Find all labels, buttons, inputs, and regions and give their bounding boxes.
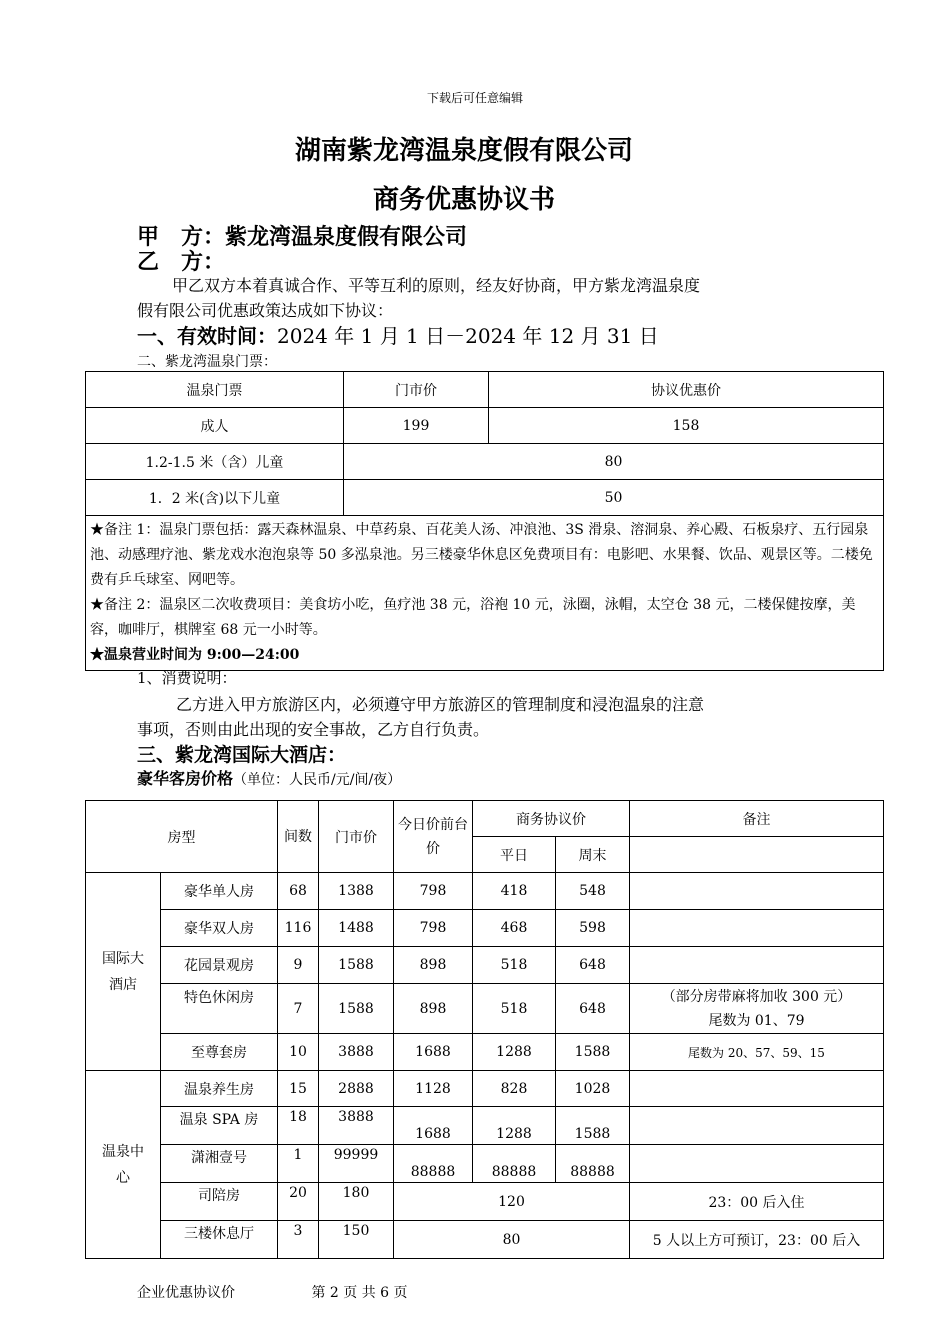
note-2: ★备注 2：温泉区二次收费项目：美食坊小吃，鱼疗池 38 元，浴袍 10 元，泳圈，泳帽，太空仓 38 元，二楼保健按摩，美容，咖啡厅，棋牌室 68 元一小时等。 [90, 597, 856, 638]
table-row [86, 984, 884, 1034]
party-b: 乙 方： [137, 250, 226, 275]
room-count: 3 [278, 1221, 319, 1259]
footer-page: 第 2 页 共 6 页 [311, 1285, 408, 1301]
room-today: 798 [394, 910, 473, 947]
room-rack: 1488 [319, 910, 394, 947]
section-valid-period [137, 320, 659, 349]
room-weekend: 1588 [556, 1107, 630, 1145]
room-count: 68 [278, 873, 319, 910]
ticket-header-type: 温泉门票 [86, 372, 344, 408]
room-today: 1128 [394, 1071, 473, 1107]
room-count: 9 [278, 947, 319, 984]
room-merged-price: 80 [394, 1221, 630, 1259]
room-count: 18 [278, 1107, 319, 1145]
ticket-type: 成人 [86, 408, 344, 444]
room-rack: 99999 [319, 1145, 394, 1183]
room-rack: 150 [319, 1221, 394, 1259]
table-row [86, 1034, 884, 1071]
ticket-header-rack: 门市价 [344, 372, 489, 408]
room-name: 温泉 SPA 房 [161, 1107, 278, 1145]
room-count: 20 [278, 1183, 319, 1221]
room-note [630, 984, 884, 1034]
consume-line-2: 事项，否则由此出现的安全事故，乙方自行负责。 [137, 720, 490, 739]
table-row [86, 947, 884, 984]
room-weekday: 518 [473, 947, 556, 984]
table-row [86, 1221, 884, 1259]
room-name: 豪华双人房 [161, 910, 278, 947]
room-note [630, 1145, 884, 1183]
room-price-unit: （单位：人民币/元/间/夜） [233, 772, 402, 788]
group-hotel: 国际大酒店 [86, 873, 161, 1071]
room-name: 豪华单人房 [161, 873, 278, 910]
table-row [86, 1107, 884, 1145]
ticket-price: 50 [344, 480, 884, 516]
room-note [630, 873, 884, 910]
room-note: 23：00 后入住 [630, 1183, 884, 1221]
room-weekday: 88888 [473, 1145, 556, 1183]
table-row [86, 480, 884, 516]
note-hours: ★温泉营业时间为 9:00—24:00 [90, 647, 300, 663]
room-note [630, 1071, 884, 1107]
room-name: 温泉养生房 [161, 1071, 278, 1107]
room-weekend: 598 [556, 910, 630, 947]
room-note: 5 人以上方可预订，23：00 后入 [630, 1221, 884, 1259]
section1-value: 2024 年 1 月 1 日－2024 年 12 月 31 日 [277, 324, 659, 348]
section3-title: 三、紫龙湾国际大酒店： [137, 744, 347, 766]
room-count: 1 [278, 1145, 319, 1183]
room-name: 花园景观房 [161, 947, 278, 984]
room-weekday: 828 [473, 1071, 556, 1107]
consume-title: 1、消费说明： [137, 669, 237, 687]
header-room-type: 房型 [86, 801, 278, 873]
room-weekend: 88888 [556, 1145, 630, 1183]
room-weekend: 548 [556, 873, 630, 910]
room-weekend: 648 [556, 984, 630, 1034]
consume-line-1: 乙方进入甲方旅游区内，必须遵守甲方旅游区的管理制度和浸泡温泉的注意 [176, 695, 705, 714]
room-weekend: 1028 [556, 1071, 630, 1107]
room-weekday: 1288 [473, 1034, 556, 1071]
section2-label: 二、紫龙湾温泉门票： [137, 354, 277, 370]
ticket-price: 158 [489, 408, 884, 444]
room-count: 15 [278, 1071, 319, 1107]
ticket-type: 1．2 米(含)以下儿童 [86, 480, 344, 516]
room-rack: 3888 [319, 1107, 394, 1145]
room-note-line-1: （部分房带麻将加收 300 元） [661, 988, 852, 1005]
room-weekday: 518 [473, 984, 556, 1034]
intro-line-2: 假有限公司优惠政策达成如下协议： [137, 301, 394, 320]
room-weekday: 1288 [473, 1107, 556, 1145]
room-count: 116 [278, 910, 319, 947]
ticket-price: 80 [344, 444, 884, 480]
room-count: 7 [278, 984, 319, 1034]
header-note: 下载后可任意编辑 [426, 91, 523, 105]
room-today: 798 [394, 873, 473, 910]
room-name: 潇湘壹号 [161, 1145, 278, 1183]
table-row [86, 910, 884, 947]
room-price-heading [137, 766, 401, 789]
room-today: 1688 [394, 1034, 473, 1071]
footer [137, 1282, 408, 1302]
room-weekday: 468 [473, 910, 556, 947]
room-name: 司陪房 [161, 1183, 278, 1221]
party-a: 甲 方：紫龙湾温泉度假有限公司 [137, 225, 468, 250]
table-row [86, 873, 884, 910]
room-price-label: 豪华客房价格 [137, 769, 234, 788]
group-spa: 温泉中心 [86, 1071, 161, 1259]
room-today: 898 [394, 984, 473, 1034]
room-name: 三楼休息厅 [161, 1221, 278, 1259]
header-rack: 门市价 [319, 801, 394, 873]
ticket-table [85, 371, 884, 671]
room-rack: 1388 [319, 873, 394, 910]
document-title: 商务优惠协议书 [372, 185, 555, 215]
note-1: ★备注 1：温泉门票包括：露天森林温泉、中草药泉、百花美人汤、冲浪池、3S 滑泉、溶洞泉、养心殿、石板泉疗、五行园泉池、动感理疗池、紫龙戏水泡泡泉等 50 多泓泉池。另三楼豪华休息区免费项目有：电影吧、水果餐、饮品、观景区等。二楼免费有乒乓球室、网吧等。 [90, 522, 873, 588]
table-row [86, 444, 884, 480]
ticket-header-price: 协议优惠价 [489, 372, 884, 408]
section1-label: 一、有效时间： [137, 324, 277, 348]
room-weekend: 1588 [556, 1034, 630, 1071]
header-weekend: 周末 [556, 837, 630, 873]
room-weekend: 648 [556, 947, 630, 984]
table-row [86, 408, 884, 444]
header-count: 间数 [278, 801, 319, 873]
room-rack: 3888 [319, 1034, 394, 1071]
room-note-line-2: 尾数为 01、79 [708, 1012, 805, 1029]
footer-left: 企业优惠协议价 [137, 1285, 235, 1301]
header-today: 今日价前台价 [394, 801, 473, 873]
room-name: 至尊套房 [161, 1034, 278, 1071]
room-name: 特色休闲房 [161, 984, 278, 1034]
room-today: 88888 [394, 1145, 473, 1183]
ticket-rack: 199 [344, 408, 489, 444]
room-merged-price: 120 [394, 1183, 630, 1221]
room-note: 尾数为 20、57、59、15 [630, 1034, 884, 1071]
room-today: 1688 [394, 1107, 473, 1145]
header-biz: 商务协议价 [473, 801, 630, 837]
table-row [86, 1183, 884, 1221]
room-table [85, 800, 884, 1259]
header-note: 备注 [630, 801, 884, 837]
table-row [86, 1071, 884, 1107]
room-rack: 1588 [319, 947, 394, 984]
room-rack: 1588 [319, 984, 394, 1034]
room-rack: 2888 [319, 1071, 394, 1107]
intro-line-1: 甲乙双方本着真诚合作、平等互利的原则，经友好协商，甲方紫龙湾温泉度 [172, 276, 701, 295]
room-note [630, 1107, 884, 1145]
ticket-type: 1.2-1.5 米（含）儿童 [86, 444, 344, 480]
room-note [630, 947, 884, 984]
ticket-notes [86, 516, 884, 671]
company-title: 湖南紫龙湾温泉度假有限公司 [294, 136, 633, 166]
room-rack: 180 [319, 1183, 394, 1221]
header-weekday: 平日 [473, 837, 556, 873]
table-row [86, 1145, 884, 1183]
room-today: 898 [394, 947, 473, 984]
room-note [630, 910, 884, 947]
room-weekday: 418 [473, 873, 556, 910]
room-count: 10 [278, 1034, 319, 1071]
